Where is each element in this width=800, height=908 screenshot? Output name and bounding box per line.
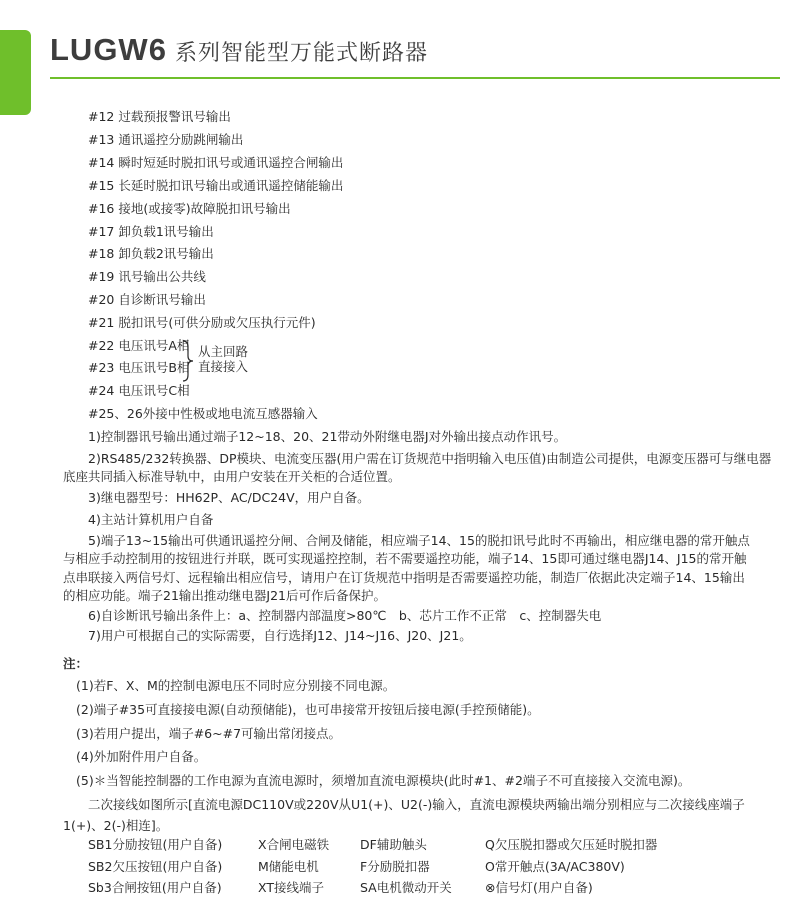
legend-item: DF辅助触头	[360, 837, 427, 852]
note-3: (3)若用户提出，端子#6~#7可输出常闭接点。	[76, 726, 342, 741]
legend-item: M储能电机	[258, 859, 319, 874]
terminal-line: #15 长延时脱扣讯号输出或通讯遥控储能输出	[88, 178, 344, 193]
legend-item: Q欠压脱扣器或欠压延时脱扣器	[485, 837, 658, 852]
legend-item: F分励脱扣器	[360, 859, 430, 874]
note-2: (2)端子#35可直接接电源(自动预储能)，也可串接常开按钮后接电源(手控预储能)。	[76, 702, 540, 717]
para-5-line1: 5)端子13~15输出可供通讯遥控分闸、合闸及储能，相应端子14、15的脱扣讯号此时不再输出，相应继电器的常开触点	[88, 533, 750, 548]
para-3: 3)继电器型号：HH62P、AC/DC24V，用户自备。	[88, 490, 370, 505]
legend-item: SB1分励按钮(用户自备)	[88, 837, 223, 852]
legend-item: ⊗信号灯(用户自备)	[485, 880, 593, 895]
terminal-line: #14 瞬时短延时脱扣讯号或通讯遥控合闸输出	[88, 155, 344, 170]
terminal-line: #18 卸负载2讯号输出	[88, 246, 214, 261]
voltage-note-line2: 直接接入	[198, 359, 249, 374]
legend-item: Sb3合闸按钮(用户自备)	[88, 880, 222, 895]
voltage-terminal-a: #22 电压讯号A相	[88, 338, 190, 353]
para-5-line2: 与相应手动控制用的按钮进行并联，既可实现遥控控制，若不需要遥控功能，端子14、15即可通过继电器J14、J15的常开触	[63, 551, 747, 566]
voltage-note-line1: 从主回路	[198, 344, 249, 359]
legend-item: X合闸电磁铁	[258, 837, 330, 852]
product-title: 系列智能型万能式断路器	[174, 41, 428, 66]
para-4: 4)主站计算机用户自备	[88, 512, 214, 527]
terminal-line: #12 过载预报警讯号输出	[88, 109, 231, 124]
voltage-terminal-c: #24 电压讯号C相	[88, 383, 190, 398]
voltage-terminal-b: #23 电压讯号B相	[88, 360, 190, 375]
notes-label: 注：	[63, 656, 89, 671]
terminal-line: #17 卸负载1讯号输出	[88, 224, 214, 239]
legend-item: O常开触点(3A/AC380V)	[485, 859, 625, 874]
page-header	[50, 32, 428, 72]
terminal-line: #25、26外接中性极或地电流互感器输入	[88, 406, 318, 421]
legend-item: SB2欠压按钮(用户自备)	[88, 859, 223, 874]
para-2-line1: 2)RS485/232转换器、DP模块、电流变压器(用户需在订货规范中指明输入电压值)由制造公司提供，电源变压器可与继电器	[88, 451, 772, 466]
terminal-line: #16 接地(或接零)故障脱扣讯号输出	[88, 201, 291, 216]
para-1: 1)控制器讯号输出通过端子12~18、20、21带动外附继电器J对外输出接点动作讯号。	[88, 429, 567, 444]
terminal-line: #19 讯号输出公共线	[88, 269, 206, 284]
note-5: (5)＊当智能控制器的工作电源为直流电源时，须增加直流电源模块(此时#1、#2端子不可直接接入交流电源)。	[76, 773, 691, 788]
wiring-line1: 二次接线如图所示[直流电源DC110V或220V从U1(+)、U2(-)输入，直流电源模块两输出端分别相应与二次接线座端子	[88, 797, 745, 812]
terminal-line: #21 脱扣讯号(可供分励或欠压执行元件)	[88, 315, 316, 330]
brace-icon	[181, 339, 195, 383]
para-2-line2: 底座共同插入标准导轨中，由用户安装在开关柜的合适位置。	[63, 469, 401, 484]
para-5-line4: 的相应功能。端子21输出推动继电器J21后可作后备保护。	[63, 588, 386, 603]
para-6: 6)自诊断讯号输出条件上：a、控制器内部温度>80℃ b、芯片工作不正常 c、控制器失电	[88, 608, 602, 623]
legend-item: SA电机微动开关	[360, 880, 452, 895]
terminal-line: #13 通讯遥控分励跳闸输出	[88, 132, 244, 147]
para-5-line3: 点串联接入两信号灯、远程输出相应信号，请用户在订货规范中指明是否需要遥控功能，制造厂依据此决定端子14、15输出	[63, 570, 745, 585]
note-1: (1)若F、X、M的控制电源电压不同时应分别接不同电源。	[76, 678, 396, 693]
header-divider	[50, 77, 780, 79]
product-model: LUGW6	[50, 32, 167, 67]
para-7: 7)用户可根据自己的实际需要，自行选择J12、J14~J16、J20、J21。	[88, 628, 472, 643]
legend-item: XT接线端子	[258, 880, 324, 895]
section-tab	[0, 30, 31, 115]
terminal-line: #20 自诊断讯号输出	[88, 292, 206, 307]
note-4: (4)外加附件用户自备。	[76, 749, 207, 764]
wiring-line2: 1(+)、2(-)相连]。	[63, 818, 169, 833]
